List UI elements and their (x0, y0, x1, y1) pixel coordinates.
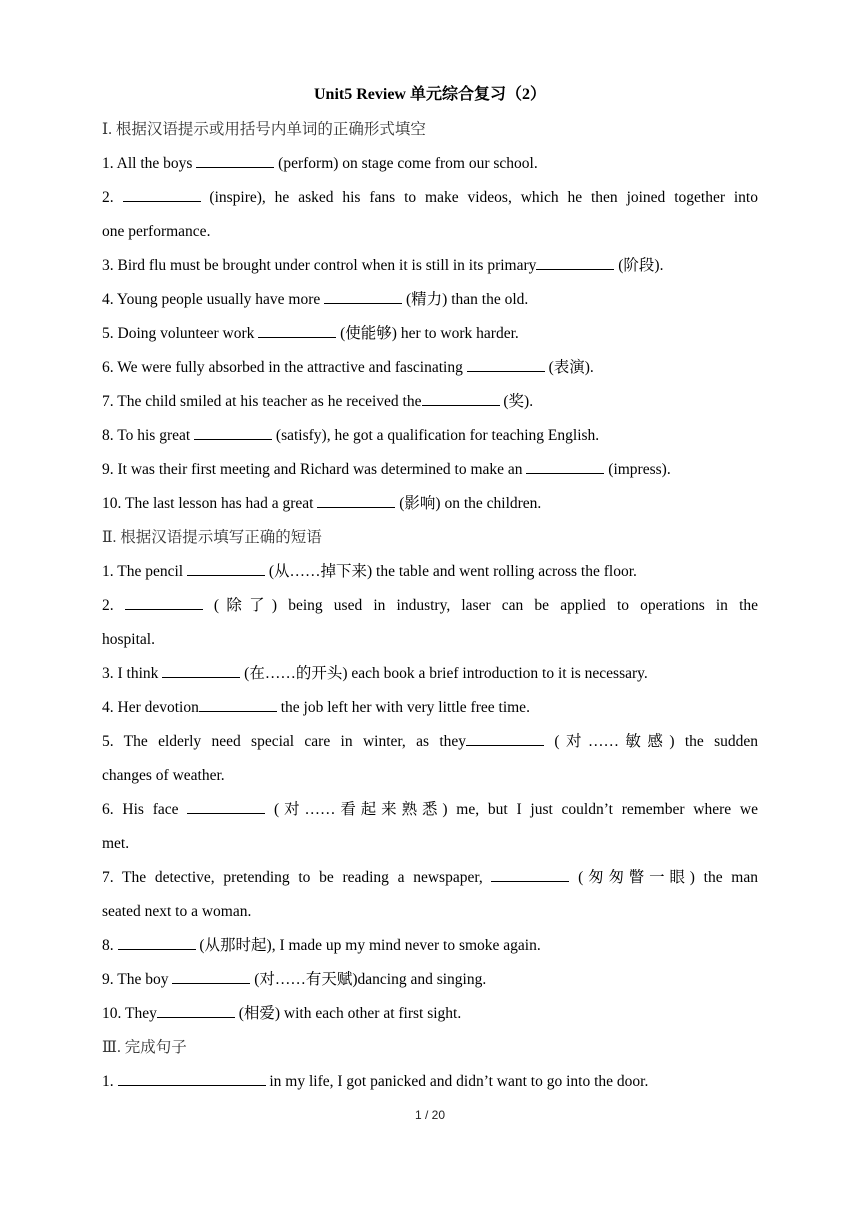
sec1-question-10: 10. The last lesson has had a great (影响) on the children. (102, 490, 758, 524)
sec1-question-4: 4. Young people usually have more (精力) than the old. (102, 286, 758, 320)
answer-blank[interactable] (467, 355, 545, 372)
sec1-question-1: 1. All the boys (perform) on stage come from our school. (102, 150, 758, 184)
section-3-heading: Ⅲ. 完成句子 (102, 1039, 187, 1056)
sec1-question-2-cont: one performance. (102, 223, 211, 240)
sec2-question-5-cont: changes of weather. (102, 767, 225, 784)
section-2-heading: Ⅱ. 根据汉语提示填写正确的短语 (102, 529, 322, 546)
page-number: 1 / 20 (414, 1108, 446, 1122)
answer-blank[interactable] (118, 1069, 266, 1086)
answer-blank[interactable] (125, 593, 203, 610)
answer-blank[interactable] (317, 491, 395, 508)
sec2-question-3: 3. I think (在……的开头) each book a brief introduction to it is necessary. (102, 660, 758, 694)
answer-blank[interactable] (324, 287, 402, 304)
answer-blank[interactable] (199, 695, 277, 712)
answer-blank[interactable] (162, 661, 240, 678)
sec2-question-2-cont: hospital. (102, 631, 155, 648)
sec2-question-7-cont: seated next to a woman. (102, 903, 252, 920)
answer-blank[interactable] (187, 559, 265, 576)
sec2-question-9: 9. The boy (对……有天赋)dancing and singing. (102, 966, 758, 1000)
sec2-question-2: 2. (除了) being used in industry, laser can be applied to operations in the (102, 592, 758, 626)
answer-blank[interactable] (536, 253, 614, 270)
answer-blank[interactable] (194, 423, 272, 440)
section-1-heading: Ⅰ. 根据汉语提示或用括号内单词的正确形式填空 (102, 121, 426, 138)
answer-blank[interactable] (123, 185, 201, 202)
sec2-question-6-cont: met. (102, 835, 130, 852)
sec2-question-6: 6. His face (对……看起来熟悉) me, but I just couldn’t remember where we (102, 796, 758, 830)
sec3-question-1: 1. in my life, I got panicked and didn’t want to go into the door. (102, 1068, 758, 1102)
answer-blank[interactable] (491, 865, 569, 882)
answer-blank[interactable] (466, 729, 544, 746)
sec1-question-6: 6. We were fully absorbed in the attractive and fascinating (表演). (102, 354, 758, 388)
page-title: Unit5 Review 单元综合复习（2） (314, 86, 546, 103)
answer-blank[interactable] (187, 797, 265, 814)
sec1-question-7: 7. The child smiled at his teacher as he received the (奖). (102, 388, 758, 422)
sec2-question-7: 7. The detective, pretending to be reading a newspaper, (匆匆瞥一眼) the man (102, 864, 758, 898)
sec1-question-8: 8. To his great (satisfy), he got a qualification for teaching English. (102, 422, 758, 456)
answer-blank[interactable] (526, 457, 604, 474)
sec2-question-10: 10. They (相爱) with each other at first sight. (102, 1000, 758, 1034)
exercise-content (102, 116, 758, 1102)
answer-blank[interactable] (157, 1001, 235, 1018)
answer-blank[interactable] (258, 321, 336, 338)
sec2-question-1: 1. The pencil (从……掉下来) the table and went rolling across the floor. (102, 558, 758, 592)
answer-blank[interactable] (422, 389, 500, 406)
sec1-question-3: 3. Bird flu must be brought under control when it is still in its primary (阶段). (102, 252, 758, 286)
answer-blank[interactable] (118, 933, 196, 950)
sec1-question-2: 2. (inspire), he asked his fans to make videos, which he then joined together into (102, 184, 758, 218)
sec1-question-5: 5. Doing volunteer work (使能够) her to work harder. (102, 320, 758, 354)
sec2-question-5: 5. The elderly need special care in winter, as they (对……敏感) the sudden (102, 728, 758, 762)
answer-blank[interactable] (196, 151, 274, 168)
sec1-question-9: 9. It was their first meeting and Richard was determined to make an (impress). (102, 456, 758, 490)
sec2-question-8: 8. (从那时起), I made up my mind never to smoke again. (102, 932, 758, 966)
sec2-question-4: 4. Her devotion the job left her with very little free time. (102, 694, 758, 728)
answer-blank[interactable] (172, 967, 250, 984)
